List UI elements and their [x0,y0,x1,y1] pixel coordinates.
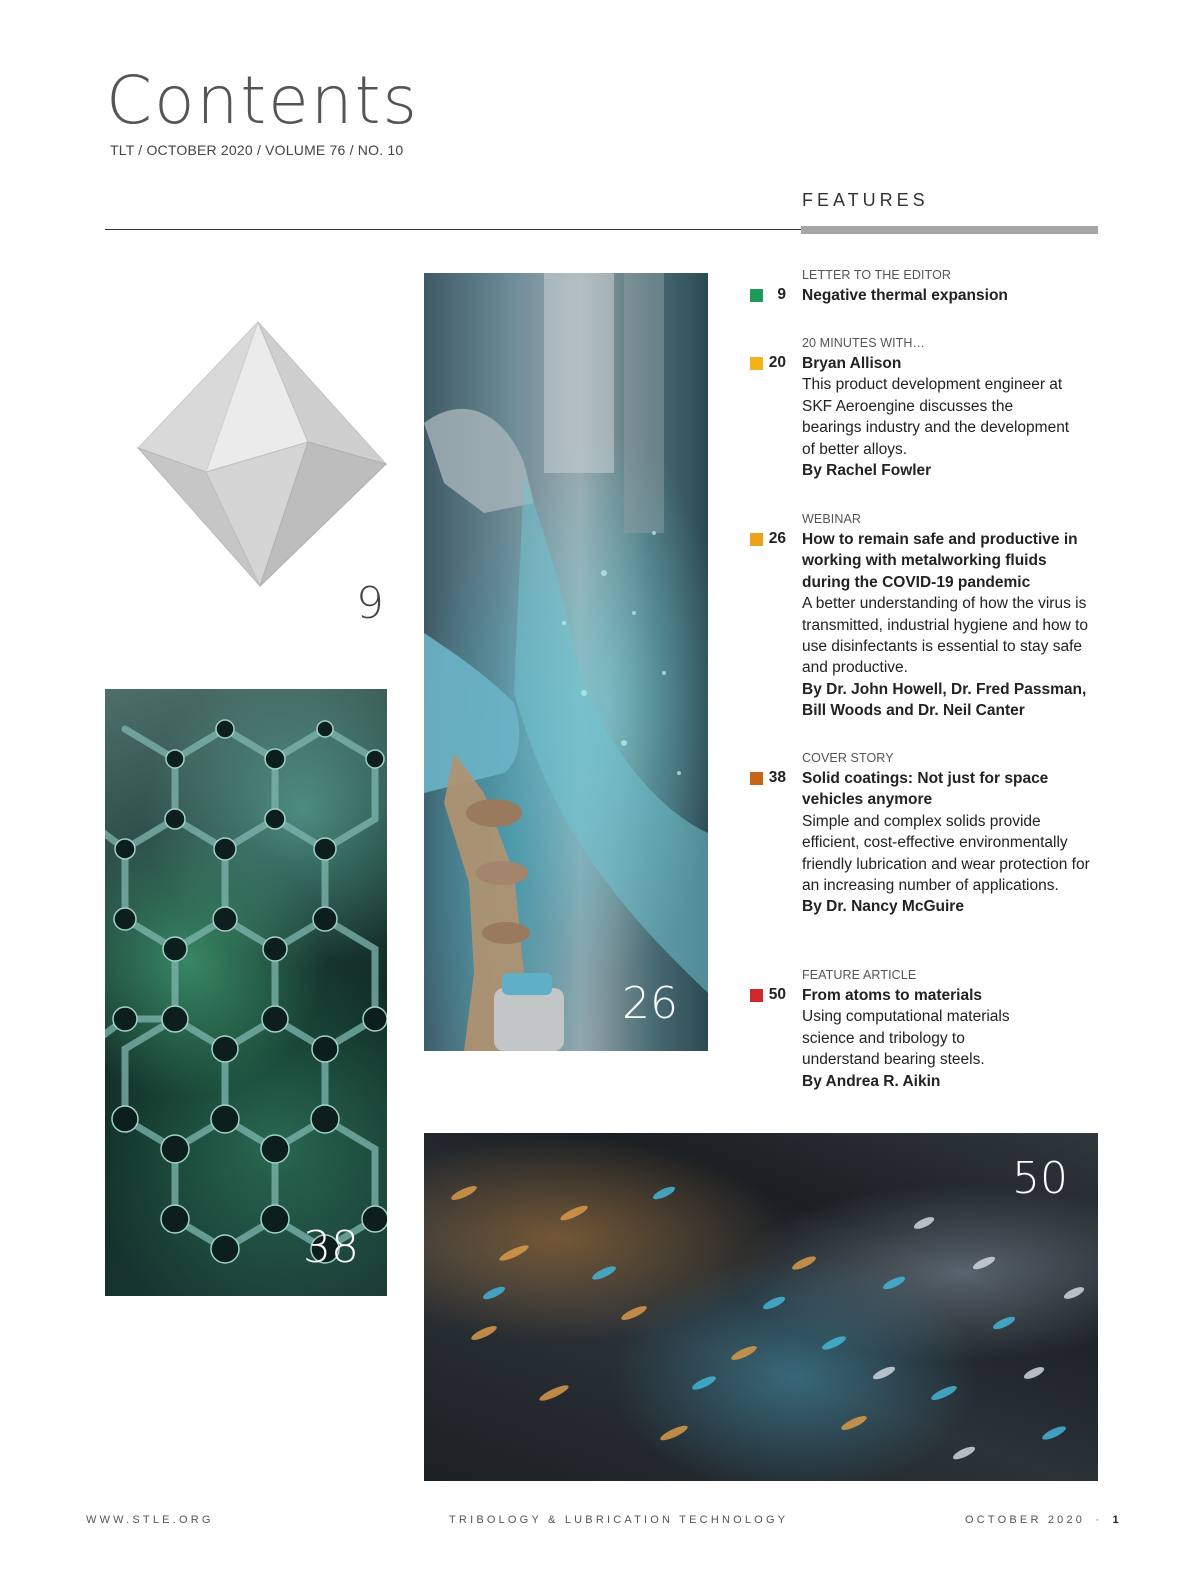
entry-page-number: 9 [777,286,786,303]
header-rule [105,229,802,230]
entry-description: Using computational materials science and tribology to understand bearing steels. [802,1008,1010,1069]
figure-number-9: 9 [356,578,384,629]
footer-date-page [965,1514,1122,1526]
entry-description: A better understanding of how the virus is transmitted, industrial hygiene and how to use disinfectants is essential to stay safe and productive. [802,595,1089,677]
entry-byline: By Dr. John Howell, Dr. Fred Passman, Bill Woods and Dr. Neil Canter [802,680,1087,720]
bokeh-pattern [424,1133,1098,1481]
entry-description: This product development engineer at SKF Aeroengine discusses the bearings industry and the development of better alloys. [802,376,1070,458]
entry-headline: Solid coatings: Not just for space vehicles anymore [802,770,1049,809]
issue-line: TLT / OCTOBER 2020 / VOLUME 76 / NO. 10 [110,142,404,158]
entry-headline: Bryan Allison [802,355,902,372]
entry-byline: By Rachel Fowler [802,462,932,480]
figure-number-26: 26 [622,978,678,1029]
color-swatch-yellow [750,357,763,370]
octahedron-illustration [130,318,390,593]
features-rule [801,226,1098,234]
entry-category: COVER STORY [802,751,894,765]
footer-separator: · [1095,1514,1103,1526]
color-swatch-green [750,289,763,302]
footer-date: OCTOBER 2020 [965,1514,1086,1526]
color-swatch-red [750,989,763,1002]
entry-headline: How to remain safe and productive in working with metalworking fluids during the COVID-19 pandemic [802,531,1078,591]
entry-byline: By Dr. Nancy McGuire [802,898,964,916]
color-swatch-amber [750,533,763,546]
entry-category: LETTER TO THE EDITOR [802,268,952,282]
color-swatch-orange [750,772,763,785]
entry-page-number: 20 [768,354,786,371]
metalworking-fluid-photo [424,273,708,1051]
entry-page-number: 26 [768,530,786,547]
page-number: 1 [1112,1514,1122,1526]
entry-page-number: 38 [768,769,786,786]
entry-headline: From atoms to materials [802,987,983,1004]
lattice-photo [105,689,387,1296]
entry-headline: Negative thermal expansion [802,287,1008,304]
bokeh-photo [424,1133,1098,1481]
figure-number-50: 50 [1012,1153,1068,1204]
entry-category: WEBINAR [802,512,862,526]
entry-category: FEATURE ARTICLE [802,968,917,982]
fluid-pattern [424,273,708,1051]
entry-page-number: 50 [768,986,786,1003]
entry-byline: By Andrea R. Aikin [802,1072,941,1090]
section-label: FEATURES [802,190,929,210]
footer-website[interactable]: WWW.STLE.ORG [86,1514,214,1526]
page-title: Contents [106,62,419,139]
entry-description: Simple and complex solids provide efficient, cost-effective environmentally friendly lubrication and wear protection for an increasing number of applications. [802,812,1090,895]
footer-publication: TRIBOLOGY & LUBRICATION TECHNOLOGY [449,1514,789,1526]
lattice-pattern [105,689,387,1296]
entry-category: 20 MINUTES WITH… [802,336,926,350]
figure-number-38: 38 [303,1222,359,1273]
